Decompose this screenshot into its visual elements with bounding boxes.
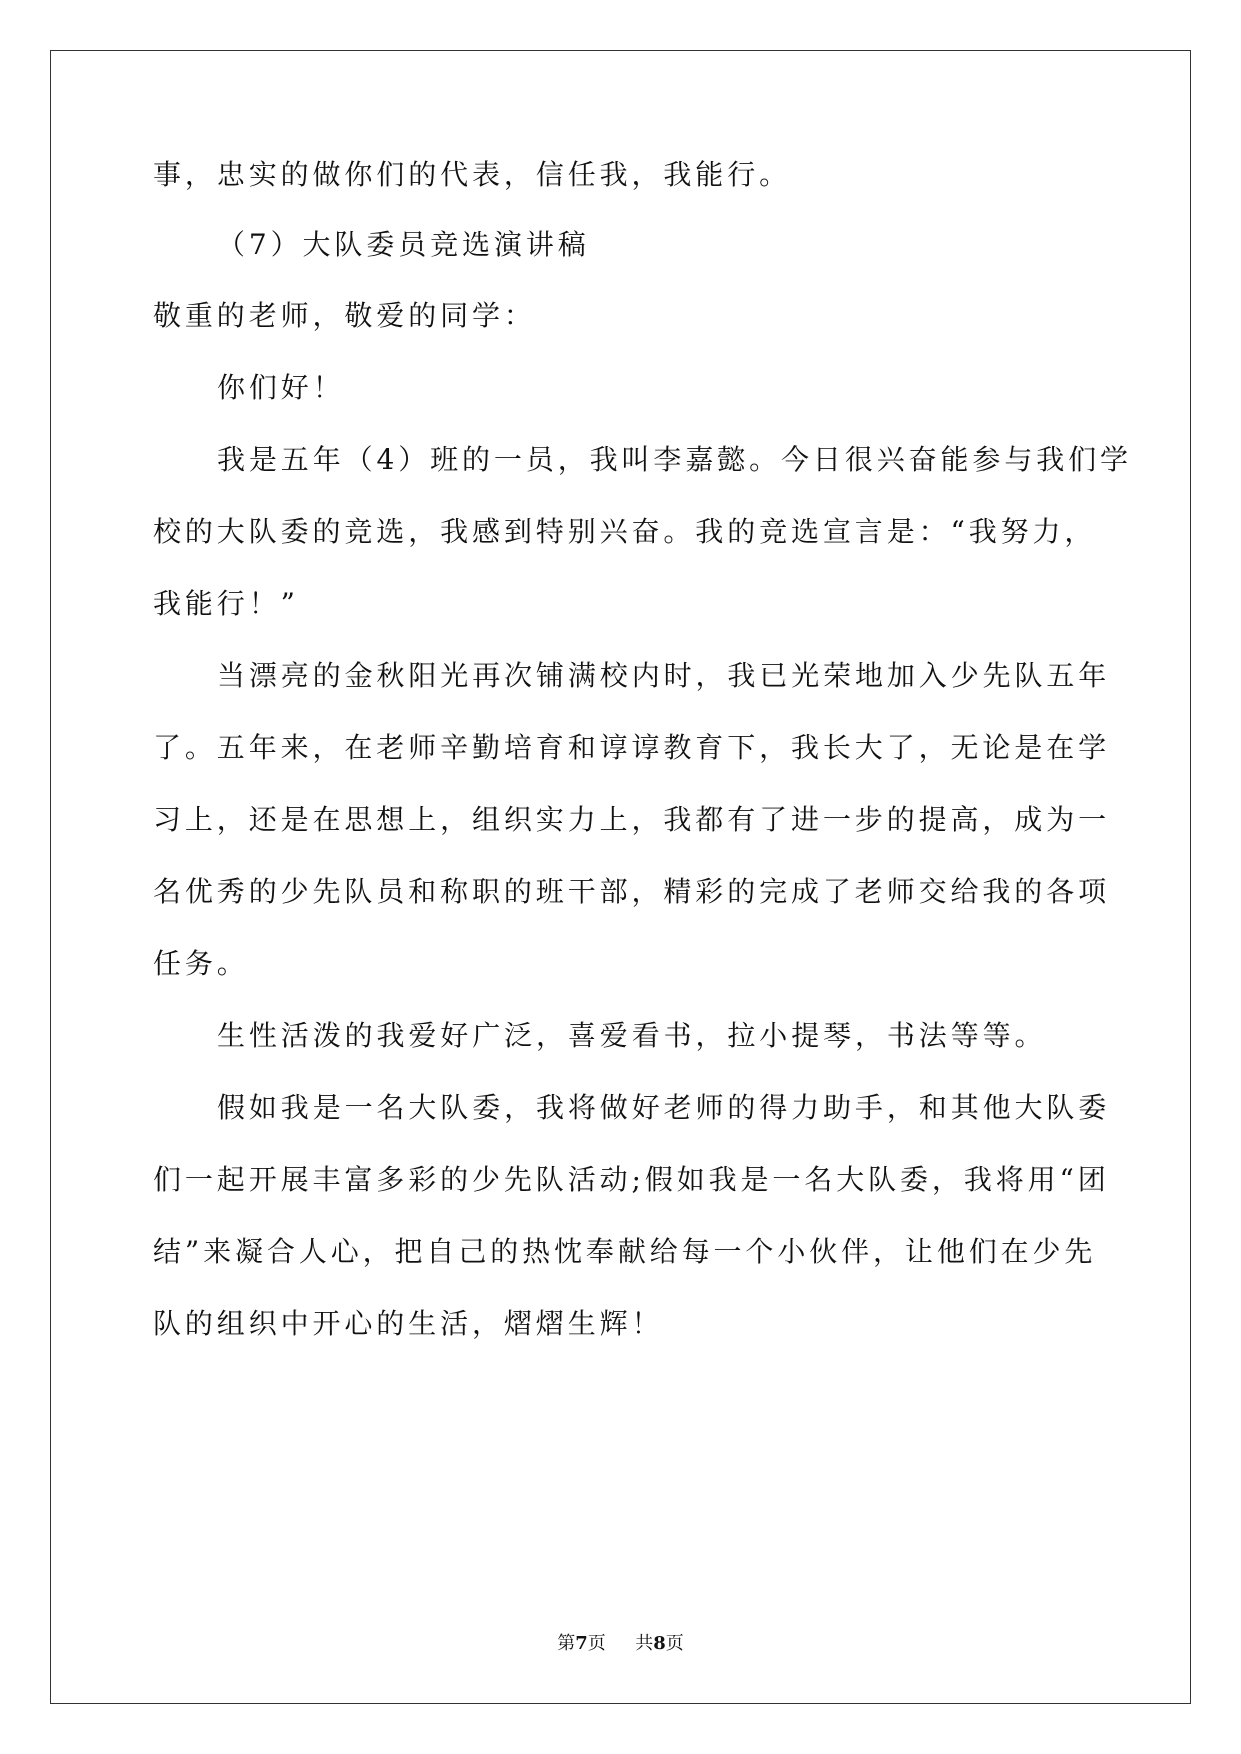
paragraph-line: 生性活泼的我爱好广泛，喜爱看书，拉小提琴，书法等等。 <box>217 1019 1047 1052</box>
salutation: 敬重的老师，敬爱的同学： <box>153 299 536 332</box>
page-indicator <box>557 1632 606 1656</box>
paragraph-line: 假如我是一名大队委，我将做好老师的得力助手，和其他大队委 <box>217 1091 1111 1124</box>
total-pages-indicator <box>635 1632 684 1656</box>
paragraph-line: 结”来凝合人心，把自己的热忱奉献给每一个小伙伴，让他们在少先 <box>153 1235 1097 1268</box>
paragraph-line: 我是五年（4）班的一员，我叫李嘉懿。今日很兴奋能参与我们学 <box>217 443 1132 476</box>
total-suffix: 页 <box>665 1633 684 1654</box>
total-prefix: 共 <box>635 1633 654 1654</box>
paragraph-line: 们一起开展丰富多彩的少先队活动;假如我是一名大队委，我将用“团 <box>153 1163 1110 1196</box>
paragraph-line: 队的组织中开心的生活，熠熠生辉！ <box>153 1307 664 1340</box>
greeting: 你们好！ <box>217 371 345 404</box>
page-footer <box>0 1632 1241 1656</box>
paragraph-line: 我能行！” <box>153 587 299 620</box>
page-suffix: 页 <box>587 1633 606 1654</box>
paragraph-line: 名优秀的少先队员和称职的班干部，精彩的完成了老师交给我的各项 <box>153 875 1111 908</box>
paragraph-line: 任务。 <box>153 947 249 980</box>
paragraph-line: 了。五年来，在老师辛勤培育和谆谆教育下，我长大了，无论是在学 <box>153 731 1111 764</box>
section-heading: （7）大队委员竞选演讲稿 <box>217 228 590 261</box>
page-number: 7 <box>575 1633 588 1654</box>
page-prefix: 第 <box>557 1633 576 1654</box>
paragraph-line: 习上，还是在思想上，组织实力上，我都有了进一步的提高，成为一 <box>153 803 1111 836</box>
total-number: 8 <box>653 1633 666 1654</box>
paragraph-line: 事，忠实的做你们的代表，信任我，我能行。 <box>153 158 792 191</box>
paragraph-line: 当漂亮的金秋阳光再次铺满校内时，我已光荣地加入少先队五年 <box>217 659 1111 692</box>
paragraph-line: 校的大队委的竞选，我感到特别兴奋。我的竞选宣言是：“我努力， <box>153 515 1097 548</box>
